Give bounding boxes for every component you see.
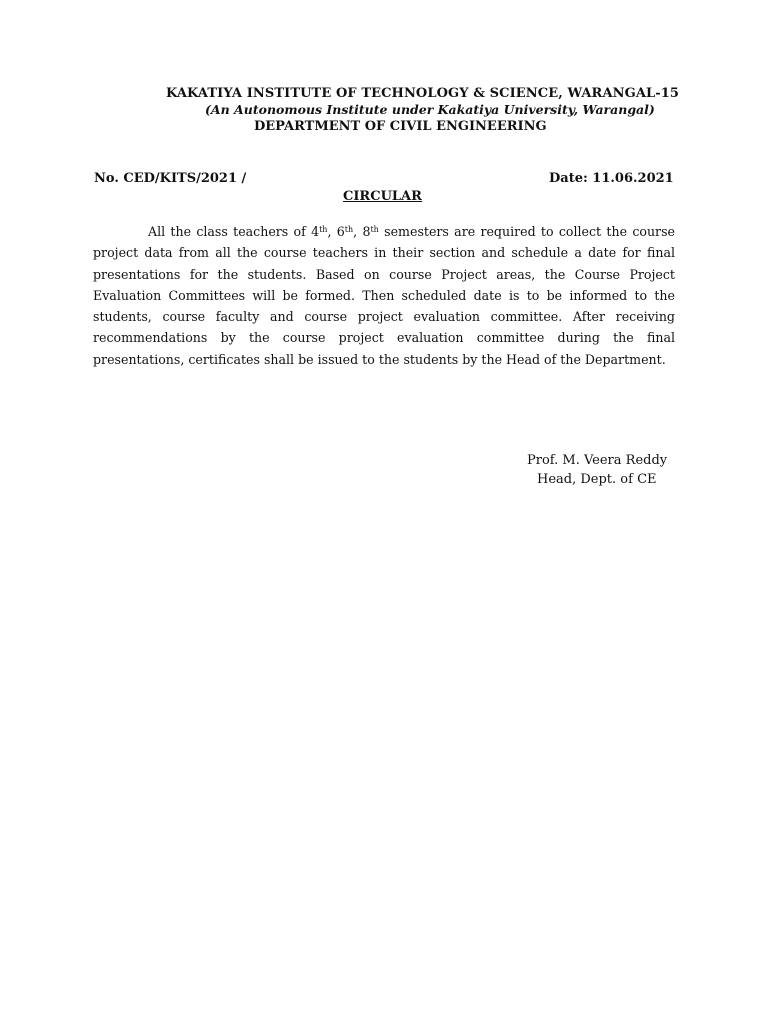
circular-date: Date: 11.06.2021 [549, 171, 674, 186]
signatory-designation: Head, Dept. of CE [537, 472, 657, 487]
body-separator-2: , 8 [353, 224, 371, 239]
ordinal-suffix-8: th [370, 225, 379, 234]
body-intro: All the class teachers of 4 [148, 224, 320, 239]
institute-name: KAKATIYA INSTITUTE OF TECHNOLOGY & SCIENCE, WARANGAL-15 [166, 86, 680, 101]
ordinal-suffix-4: th [319, 225, 328, 234]
ordinal-suffix-6: th [344, 225, 354, 234]
circular-body [93, 221, 675, 370]
body-rest: semesters are required to collect the course project data from all the course teachers in their section and schedule a date for final presentations for the students. Based on course Project areas, the Course Project Evaluation Committees will be formed. Then scheduled date is to be informed to the students, course faculty and course project evaluation committee. After receiving recommendations by the course project evaluation committee during the final presentations, certificates shall be issued to the students by the Head of the Department. [93, 224, 675, 367]
department-name: DEPARTMENT OF CIVIL ENGINEERING [254, 119, 547, 134]
signatory-name: Prof. M. Veera Reddy [527, 453, 668, 468]
circular-title: CIRCULAR [343, 189, 422, 204]
institute-affiliation: (An Autonomous Institute under Kakatiya University, Warangal) [205, 102, 655, 117]
body-separator-1: , 6 [327, 224, 345, 239]
reference-number: No. CED/KITS/2021 / [94, 171, 247, 186]
